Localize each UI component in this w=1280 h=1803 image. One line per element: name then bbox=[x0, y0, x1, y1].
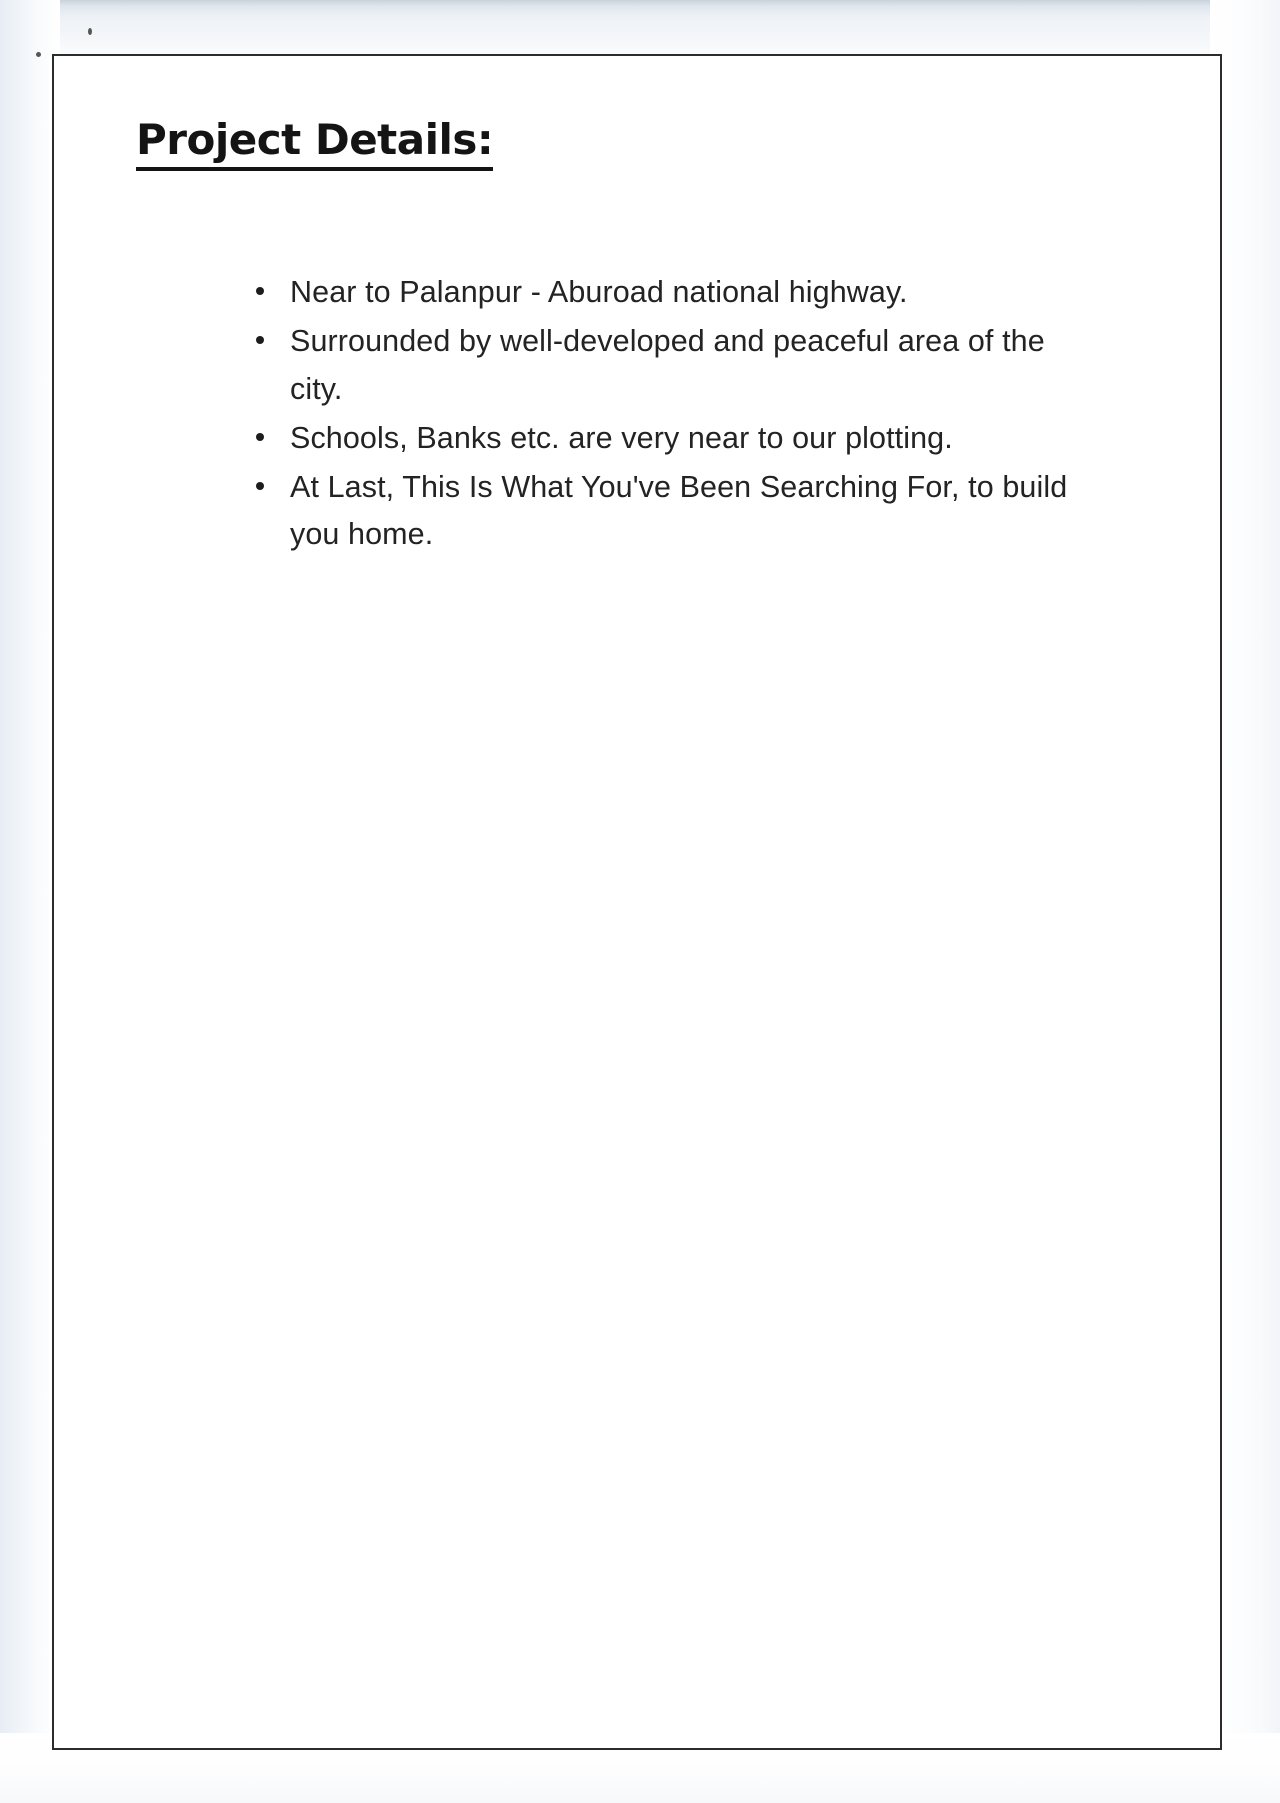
list-item-text: At Last, This Is What You've Been Searching For, to build you home. bbox=[290, 470, 1068, 552]
scan-speck bbox=[88, 28, 92, 35]
bullet-dot-icon bbox=[256, 433, 264, 441]
project-details-list bbox=[136, 269, 1150, 559]
list-item-text: Near to Palanpur - Aburoad national highway. bbox=[290, 275, 908, 310]
bullet-dot-icon bbox=[256, 482, 264, 490]
list-item-text: Schools, Banks etc. are very near to our plotting. bbox=[290, 420, 953, 455]
list-item bbox=[254, 464, 1090, 559]
page-title: Project Details: bbox=[136, 116, 493, 171]
page-content bbox=[54, 56, 1220, 1748]
list-item bbox=[254, 269, 1090, 316]
scan-speck bbox=[36, 52, 41, 57]
document-page bbox=[52, 54, 1222, 1750]
bullet-dot-icon bbox=[256, 287, 264, 295]
list-item bbox=[254, 318, 1090, 413]
list-item-text: Surrounded by well-developed and peaceful area of the city. bbox=[290, 324, 1045, 406]
scan-left-shadow bbox=[0, 0, 60, 1803]
bullet-dot-icon bbox=[256, 336, 264, 344]
list-item bbox=[254, 415, 1090, 462]
